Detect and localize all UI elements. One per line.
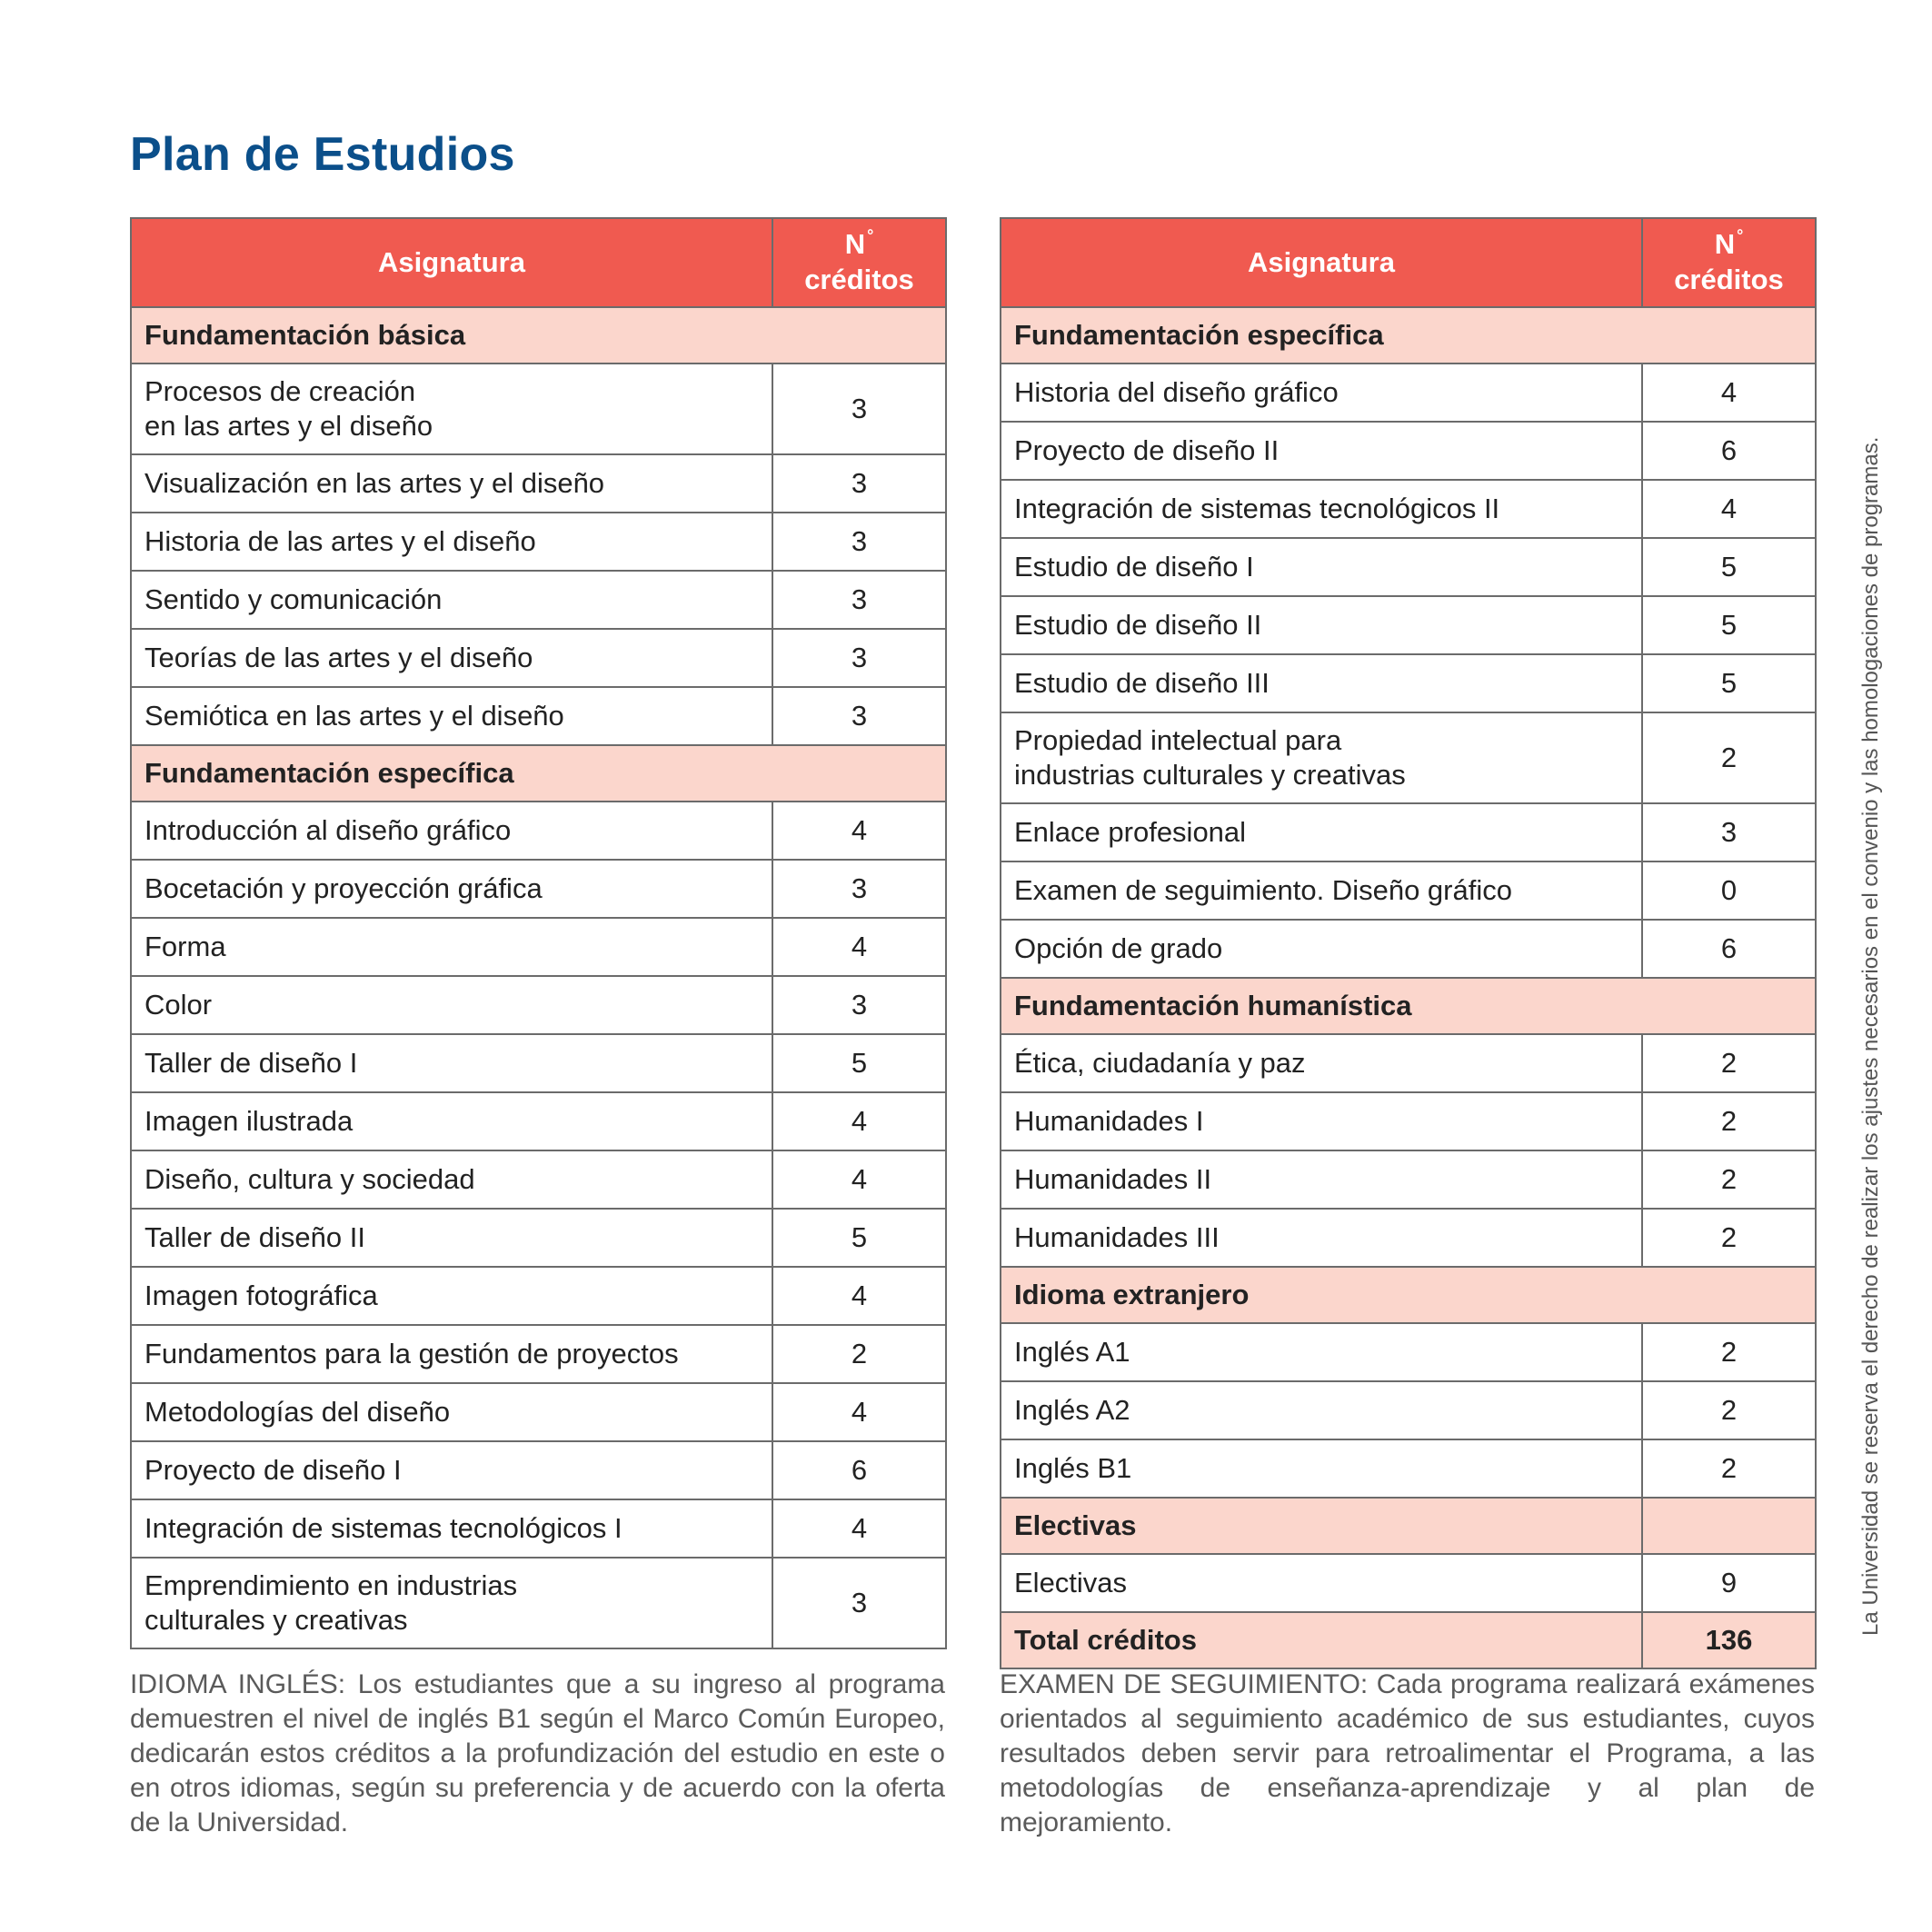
credits-value: 3 <box>772 629 946 687</box>
subject-name: Visualización en las artes y el diseño <box>131 454 772 513</box>
subject-name: Integración de sistemas tecnológicos I <box>131 1499 772 1558</box>
subject-name: Humanidades I <box>1001 1092 1642 1150</box>
subject-name: Diseño, cultura y sociedad <box>131 1150 772 1209</box>
subject-name: Inglés A1 <box>1001 1323 1642 1381</box>
subject-name: Metodologías del diseño <box>131 1383 772 1441</box>
table-row <box>131 454 946 513</box>
subject-name: Estudio de diseño I <box>1001 538 1642 596</box>
table-row <box>131 1092 946 1150</box>
table-row <box>1001 712 1816 803</box>
table-row <box>1001 480 1816 538</box>
section-empty-cell <box>1642 1498 1816 1554</box>
subject-name: Humanidades III <box>1001 1209 1642 1267</box>
credits-value: 2 <box>1642 1439 1816 1498</box>
table-row <box>1001 422 1816 480</box>
table-row <box>1001 538 1816 596</box>
table-row <box>1001 1092 1816 1150</box>
credits-value: 3 <box>772 687 946 745</box>
table-row <box>131 571 946 629</box>
credits-value: 5 <box>1642 538 1816 596</box>
follow-up-exam-note: EXAMEN DE SEGUIMIENTO: Cada programa realizará exámenes orientados al seguimiento académico de sus estudiantes, cuyos resultados deben servir para retroalimentar el Programa, a las metodologías de enseñanza-aprendizaje y al plan de mejoramiento. <box>1000 1669 1815 1837</box>
subject-name: Color <box>131 976 772 1034</box>
credits-value: 3 <box>772 571 946 629</box>
table-row <box>1001 861 1816 920</box>
subject-name: Integración de sistemas tecnológicos II <box>1001 480 1642 538</box>
subject-name: Propiedad intelectual para industrias culturales y creativas <box>1001 712 1642 803</box>
table-row <box>131 918 946 976</box>
credits-value: 2 <box>1642 1209 1816 1267</box>
credits-value: 2 <box>1642 1381 1816 1439</box>
credits-value: 6 <box>1642 422 1816 480</box>
credits-value: 3 <box>772 454 946 513</box>
table-row <box>131 1209 946 1267</box>
subject-name: Bocetación y proyección gráfica <box>131 860 772 918</box>
subject-name: Taller de diseño II <box>131 1209 772 1267</box>
section-row <box>1001 978 1816 1034</box>
table-row <box>131 860 946 918</box>
table-row <box>1001 1554 1816 1612</box>
credits-value: 9 <box>1642 1554 1816 1612</box>
credits-value: 0 <box>1642 861 1816 920</box>
section-title: Fundamentación específica <box>131 745 946 802</box>
credits-column-header: N ° créditos <box>772 218 946 307</box>
study-plan-table-right <box>1000 217 1817 1669</box>
subject-name: Proyecto de diseño I <box>131 1441 772 1499</box>
credits-value: 3 <box>772 513 946 571</box>
subject-name: Fundamentos para la gestión de proyectos <box>131 1325 772 1383</box>
table-row <box>131 802 946 860</box>
credits-value: 4 <box>772 1267 946 1325</box>
subject-name: Taller de diseño I <box>131 1034 772 1092</box>
table-row <box>1001 803 1816 861</box>
credits-column-header: N ° créditos <box>1642 218 1816 307</box>
credits-value: 3 <box>772 860 946 918</box>
table-row <box>131 1558 946 1648</box>
section-title: Electivas <box>1001 1498 1642 1554</box>
subject-name: Procesos de creación en las artes y el diseño <box>131 363 772 454</box>
subject-name: Proyecto de diseño II <box>1001 422 1642 480</box>
credits-value: 2 <box>1642 1323 1816 1381</box>
table-row <box>131 1267 946 1325</box>
credits-value: 4 <box>772 918 946 976</box>
table-header-row <box>1001 218 1816 307</box>
vertical-disclaimer: La Universidad se reserva el derecho de realizar los ajustes necesarios en el convenio y las homologaciones de programas. <box>1858 436 1883 1636</box>
total-value: 136 <box>1642 1612 1816 1668</box>
subject-column-header: Asignatura <box>1001 218 1642 307</box>
credits-value: 4 <box>772 1499 946 1558</box>
table-row <box>1001 920 1816 978</box>
credits-value: 4 <box>772 1383 946 1441</box>
credits-value: 3 <box>772 363 946 454</box>
credits-value: 4 <box>772 802 946 860</box>
section-row <box>1001 1267 1816 1323</box>
subject-column-header: Asignatura <box>131 218 772 307</box>
table-row <box>1001 654 1816 712</box>
subject-name: Estudio de diseño II <box>1001 596 1642 654</box>
table-row <box>1001 363 1816 422</box>
credits-value: 2 <box>772 1325 946 1383</box>
subject-name: Historia de las artes y el diseño <box>131 513 772 571</box>
credits-value: 2 <box>1642 712 1816 803</box>
table-row <box>1001 1381 1816 1439</box>
credits-value: 3 <box>1642 803 1816 861</box>
subject-name: Opción de grado <box>1001 920 1642 978</box>
subject-name: Forma <box>131 918 772 976</box>
subject-name: Teorías de las artes y el diseño <box>131 629 772 687</box>
table-row <box>131 1441 946 1499</box>
table-row <box>1001 1439 1816 1498</box>
study-plan-table-left <box>130 217 947 1649</box>
section-row <box>131 307 946 363</box>
table-row <box>1001 1034 1816 1092</box>
credits-value: 6 <box>1642 920 1816 978</box>
credits-value: 4 <box>1642 480 1816 538</box>
subject-name: Electivas <box>1001 1554 1642 1612</box>
total-label: Total créditos <box>1001 1612 1642 1668</box>
credits-value: 4 <box>772 1150 946 1209</box>
table-row <box>1001 1323 1816 1381</box>
table-row <box>131 976 946 1034</box>
subject-name: Sentido y comunicación <box>131 571 772 629</box>
subject-name: Enlace profesional <box>1001 803 1642 861</box>
section-row <box>1001 1498 1816 1554</box>
subject-name: Humanidades II <box>1001 1150 1642 1209</box>
credits-value: 2 <box>1642 1150 1816 1209</box>
credits-value: 4 <box>1642 363 1816 422</box>
subject-name: Historia del diseño gráfico <box>1001 363 1642 422</box>
table-row <box>131 1499 946 1558</box>
table-row <box>131 629 946 687</box>
section-row <box>131 745 946 802</box>
credits-value: 4 <box>772 1092 946 1150</box>
english-language-note: IDIOMA INGLÉS: Los estudiantes que a su ingreso al programa demuestren el nivel de inglés B1 según el Marco Común Europeo, dedicarán estos créditos a la profundización del estudio en este o en otros idiomas, según su preferencia y de acuerdo con la oferta de la Universidad. <box>130 1669 945 1837</box>
page-title: Plan de Estudios <box>130 128 515 181</box>
credits-value: 5 <box>1642 596 1816 654</box>
table-row <box>131 1034 946 1092</box>
table-row <box>131 1325 946 1383</box>
subject-name: Emprendimiento en industrias culturales y creativas <box>131 1558 772 1648</box>
credits-value: 5 <box>772 1034 946 1092</box>
table-row <box>131 363 946 454</box>
section-title: Fundamentación específica <box>1001 307 1816 363</box>
table-row <box>1001 596 1816 654</box>
subject-name: Inglés A2 <box>1001 1381 1642 1439</box>
credits-value: 2 <box>1642 1034 1816 1092</box>
table-header-row <box>131 218 946 307</box>
credits-value: 5 <box>772 1209 946 1267</box>
subject-name: Semiótica en las artes y el diseño <box>131 687 772 745</box>
table-row <box>1001 1209 1816 1267</box>
section-title: Idioma extranjero <box>1001 1267 1816 1323</box>
section-title: Fundamentación básica <box>131 307 946 363</box>
table-row <box>131 1150 946 1209</box>
subject-name: Ética, ciudadanía y paz <box>1001 1034 1642 1092</box>
total-row <box>1001 1612 1816 1668</box>
table-row <box>1001 1150 1816 1209</box>
subject-name: Inglés B1 <box>1001 1439 1642 1498</box>
subject-name: Examen de seguimiento. Diseño gráfico <box>1001 861 1642 920</box>
table-row <box>131 687 946 745</box>
section-title: Fundamentación humanística <box>1001 978 1816 1034</box>
credits-value: 3 <box>772 1558 946 1648</box>
section-row <box>1001 307 1816 363</box>
subject-name: Imagen fotográfica <box>131 1267 772 1325</box>
credits-value: 2 <box>1642 1092 1816 1150</box>
credits-value: 3 <box>772 976 946 1034</box>
subject-name: Imagen ilustrada <box>131 1092 772 1150</box>
subject-name: Introducción al diseño gráfico <box>131 802 772 860</box>
credits-value: 6 <box>772 1441 946 1499</box>
credits-value: 5 <box>1642 654 1816 712</box>
table-row <box>131 1383 946 1441</box>
table-row <box>131 513 946 571</box>
subject-name: Estudio de diseño III <box>1001 654 1642 712</box>
